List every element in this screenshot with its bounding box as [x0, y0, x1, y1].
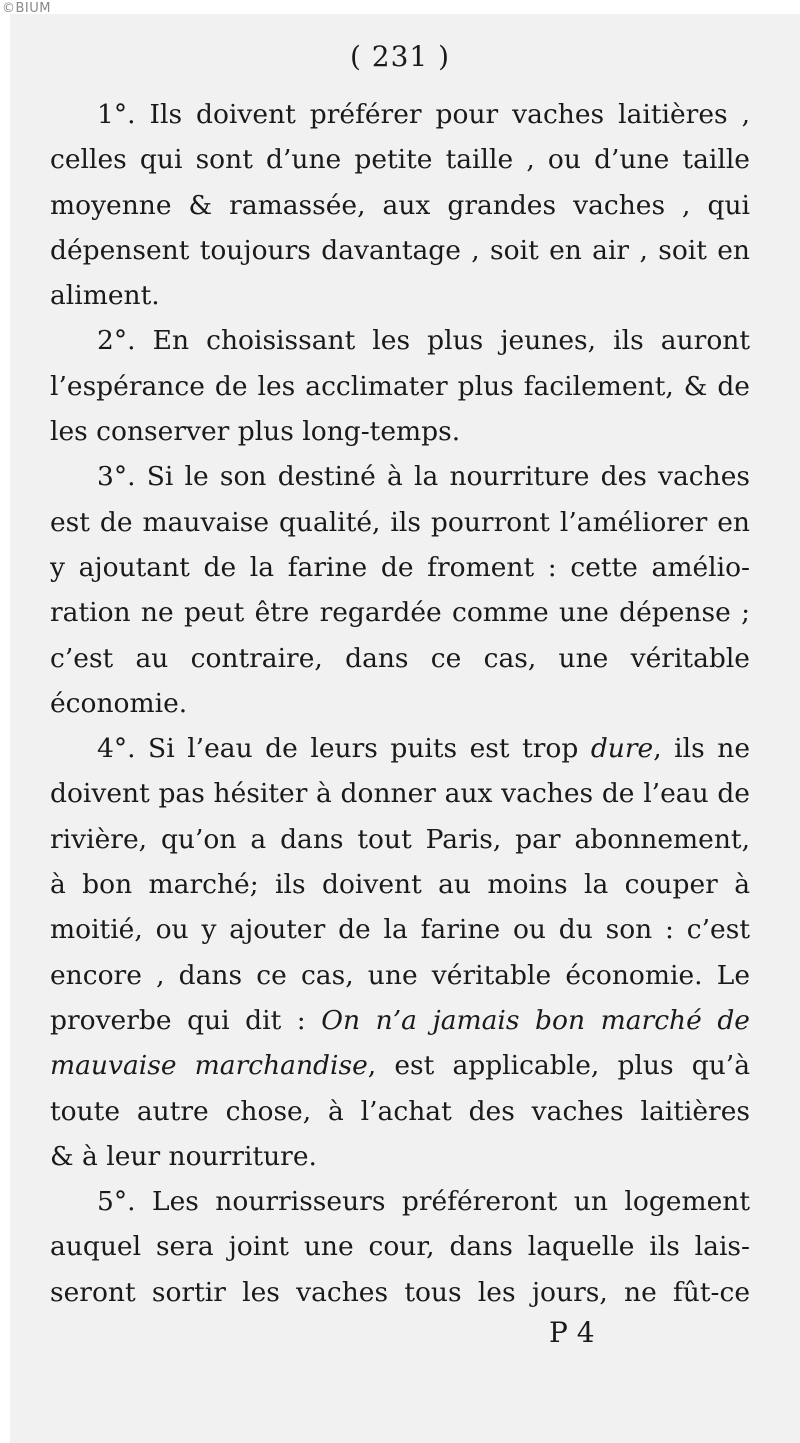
text-line: mauvaise marchandise, est applicable, plus qu’à [50, 1050, 750, 1082]
text-line: c’est au contraire, dans ce cas, une véritable [50, 642, 750, 674]
italic-text: mauvaise marchandise [50, 1050, 368, 1082]
page-body-text [50, 92, 750, 1315]
text-line: dépensent toujours davantage , soit en air , soit en [50, 234, 750, 266]
text-line: 5°. Les nourrisseurs préféreront un logement [97, 1186, 750, 1218]
text-line: 2°. En choisissant les plus jeunes, ils auront [97, 325, 750, 357]
text-line: doivent pas hésiter à donner aux vaches de l’eau de [50, 778, 750, 810]
page-number: ( 231 ) [349, 40, 451, 73]
text-line: économie. [50, 687, 188, 719]
library-watermark: ©BIUM [2, 1, 51, 16]
text-line: proverbe qui dit : On n’a jamais bon marché de [50, 1004, 750, 1036]
text-line: à bon marché; ils doivent au moins la couper à [50, 869, 750, 901]
text-line: moitié, ou y ajouter de la farine ou du son : c’est [50, 914, 750, 946]
text-line: moyenne & ramassée, aux grandes vaches , qui [50, 189, 750, 221]
text-line: y ajoutant de la farine de froment : cette amélio- [50, 551, 750, 583]
italic-text: On n’a jamais bon marché de [321, 1004, 750, 1036]
text-line: 3°. Si le son destiné à la nourriture des vaches [97, 461, 750, 493]
page-gutter [0, 14, 10, 1443]
signature-mark: P 4 [549, 1316, 595, 1349]
text-line: aliment. [50, 280, 160, 312]
text-line: seront sortir les vaches tous les jours, ne fût-ce [50, 1276, 750, 1308]
text-line: 4°. Si l’eau de leurs puits est trop dure, ils ne [97, 733, 750, 765]
text-line: encore , dans ce cas, une véritable économie. Le [50, 959, 750, 991]
text-line: les conserver plus long-temps. [50, 416, 461, 448]
text-line: 1°. Ils doivent préférer pour vaches laitières , [97, 99, 750, 130]
text-line: l’espérance de les acclimater plus facilement, & de [50, 370, 750, 402]
text-line: ration ne peut être regardée comme une dépense ; [50, 597, 750, 629]
text-line: toute autre chose, à l’achat des vaches laitières [50, 1095, 750, 1127]
italic-text: dure [590, 733, 654, 765]
text-line: celles qui sont d’une petite taille , ou d’une taille [50, 144, 750, 176]
text-line: rivière, qu’on a dans tout Paris, par abonnement, [50, 823, 750, 855]
text-line: est de mauvaise qualité, ils pourront l’améliorer en [50, 506, 750, 538]
text-line: auquel sera joint une cour, dans laquelle ils lais- [50, 1231, 750, 1263]
text-line: & à leur nourriture. [50, 1140, 317, 1172]
